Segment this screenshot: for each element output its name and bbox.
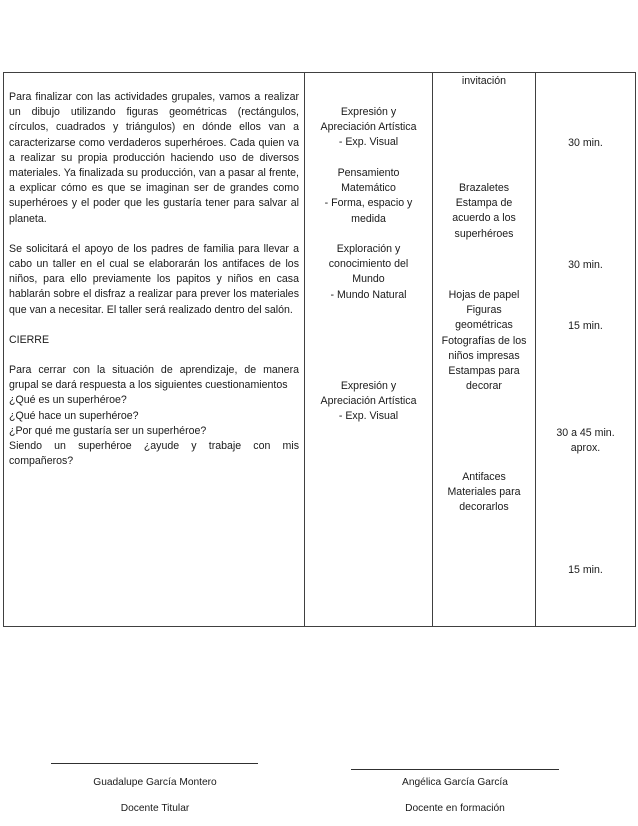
field-block-1: [308, 105, 429, 151]
field-block-3: [308, 242, 429, 303]
material-line: geométricas: [455, 319, 513, 332]
field-line: Exploración y: [336, 243, 401, 255]
field-line: - Exp. Visual: [338, 410, 399, 423]
duration-4-line-2: aprox.: [570, 442, 601, 455]
duration-2: 30 min.: [568, 259, 603, 271]
material-line: superhéroes: [454, 227, 514, 240]
left-signature-role: Docente Titular: [120, 803, 190, 814]
material-block-2: [436, 181, 532, 242]
material-line: Hojas de papel: [448, 289, 520, 301]
duration-1: 30 min.: [568, 137, 603, 149]
field-line: - Forma, espacio y: [324, 197, 413, 210]
material-line: Materiales para: [447, 486, 521, 499]
material-line: Antifaces: [462, 471, 506, 483]
field-block-4: [308, 379, 429, 425]
left-signature-line: [51, 763, 258, 764]
field-block-2: [308, 166, 429, 227]
durations-cell: [536, 73, 636, 627]
material-line: decorarlos: [459, 501, 509, 514]
material-line: decorar: [466, 380, 502, 393]
material-line: Fotografías de los: [441, 334, 527, 347]
question-4: Siendo un superhéroe ¿ayude y trabaje con mis compañeros?: [9, 440, 299, 468]
duration-5: 15 min.: [568, 564, 603, 576]
field-line: Pensamiento: [337, 167, 400, 179]
activities-text: [9, 90, 299, 469]
field-line: Matemático: [341, 182, 396, 195]
lesson-plan-table: [3, 72, 636, 627]
activity-paragraph-3: Para cerrar con la situación de aprendizaje, de manera grupal se dará respuesta a los siguientes cuestionamientos: [9, 364, 299, 392]
right-signature-line: [351, 769, 559, 770]
material-line: invitación: [461, 75, 507, 87]
question-3: ¿Por qué me gustaría ser un superhéroe?: [9, 424, 207, 437]
duration-3: 15 min.: [568, 320, 603, 332]
field-line: Expresión y: [340, 106, 397, 118]
field-line: Expresión y: [340, 380, 397, 392]
field-line: conocimiento del: [328, 258, 409, 271]
closing-heading: CIERRE: [9, 333, 50, 346]
right-signature-name: Angélica García García: [402, 777, 508, 788]
field-line: medida: [351, 212, 386, 225]
material-line: Estampas para: [448, 365, 520, 378]
activity-paragraph-2: Se solicitará el apoyo de los padres de familia para llevar a cabo un taller en el cual se elaborarán los antifaces de los niños, para ello previamente los papitos y niños en casa hablarán sobre el disfraz a realizar para prever los materiales que van a necesitar. El taller será realizado dentro del salón.: [9, 242, 299, 316]
material-line: Brazaletes: [458, 182, 510, 194]
right-signature-role: Docente en formación: [405, 803, 505, 814]
field-line: - Exp. Visual: [338, 136, 399, 149]
left-signature-name: Guadalupe García Montero: [93, 777, 217, 788]
fields-cell: [305, 73, 433, 627]
field-line: Apreciación Artística: [320, 121, 417, 134]
material-block-4: [436, 470, 532, 516]
question-2: ¿Qué hace un superhéroe?: [9, 409, 139, 422]
material-line: niños impresas: [448, 349, 520, 362]
material-block-1: [436, 74, 532, 89]
field-line: Mundo: [352, 273, 385, 286]
material-line: Figuras: [466, 304, 502, 317]
activities-cell: [4, 73, 305, 627]
material-line: Estampa de: [455, 197, 513, 210]
field-line: - Mundo Natural: [330, 288, 407, 301]
materials-cell: [433, 73, 536, 627]
field-line: Apreciación Artística: [320, 395, 417, 408]
duration-4-line-1: 30 a 45 min.: [556, 427, 615, 439]
duration-4: [536, 426, 635, 456]
activity-paragraph-1: Para finalizar con las actividades grupales, vamos a realizar un dibujo utilizando figuras geométricas (rectángulos, círculos, cuadrados y triángulos) en dónde ellos van a caracterizarse como verdaderos superhéroes. Cada quien va a realizar su propia producción haciendo uso de diversos materiales. Ya finalizada su producción, van a pasar al frente, a explicar cómo es que se imaginan ser de grandes como superhéroes y el poder que les gustaría tener para salvar al planeta.: [9, 91, 299, 225]
material-line: acuerdo a los: [452, 212, 516, 225]
material-block-3: [436, 288, 532, 394]
question-1: ¿Qué es un superhéroe?: [9, 394, 127, 407]
